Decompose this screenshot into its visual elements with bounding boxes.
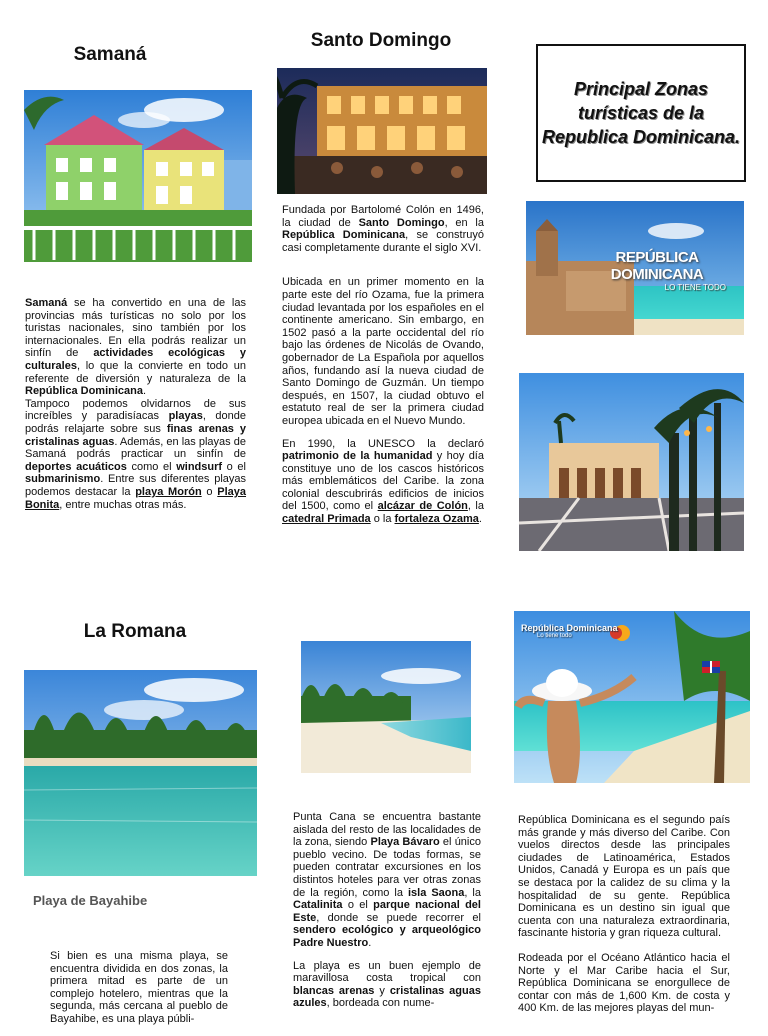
republica-dominicana-banner xyxy=(526,201,744,335)
bayahibe-caption: Playa de Bayahibe xyxy=(33,893,148,908)
samana-text xyxy=(25,297,246,521)
text-run: o xyxy=(201,485,218,498)
text-run: . Además, en las playas de Samaná podrás practicar un sinfín de xyxy=(25,435,246,461)
text-run: . Entre sus diferentes playas podemos destacar la xyxy=(25,473,246,498)
banner-title: REPÚBLICA DOMINICANA xyxy=(610,249,704,283)
link-text: playa Morón xyxy=(135,485,202,498)
samana-paragraph-1 xyxy=(25,297,246,398)
brochure-title-box xyxy=(536,44,746,182)
text-run: . xyxy=(478,513,482,526)
link-text: alcázar de Colón xyxy=(377,500,468,513)
text-run: o el xyxy=(222,460,246,473)
text-run: el único pueblo vecino. De todas formas, se pueden contratar excursiones en los distintos hoteles para ver otras zonas de la región, como la xyxy=(293,836,481,899)
promo-text xyxy=(518,814,730,1025)
bold-text: blancas arenas xyxy=(293,984,375,997)
bold-text: Catalinita xyxy=(293,899,343,912)
bold-text: windsurf xyxy=(176,460,223,473)
banner-tagline: LO TIENE TODO xyxy=(664,283,726,292)
text-run: Punta Cana se encuentra bastante aislada del resto de las localidades de la zona, siendo xyxy=(293,811,481,849)
text-run: La playa es un buen ejemplo de maravillosa costa tropical con xyxy=(293,959,481,985)
la-romana-heading: La Romana xyxy=(83,621,187,642)
text-run: En 1990, la UNESCO la declaró xyxy=(282,437,484,450)
bold-text: patrimonio de la humanidad xyxy=(282,450,433,463)
text-run: . xyxy=(142,385,147,398)
bold-text: playas xyxy=(168,410,203,423)
text-run: Rodeada por el Océano Atlántico hacia el Norte y el Mar Caribe hacia el Sur, República Dominicana se enorgullece de contar con más de 1,600 Km. de costa y 400 Km. de las mejores playas del mun- xyxy=(518,951,730,1015)
text-run: , donde se puede recorrer el xyxy=(316,911,481,924)
punta-cana-paragraph-2 xyxy=(293,960,481,1010)
bold-text: deportes acuáticos xyxy=(25,460,127,473)
la-romana-beach-photo xyxy=(24,670,257,876)
text-run: República Dominicana es el segundo país más grande y más diverso del Caribe. Con vuelos directos desde las principales ciudades de Latinoamérica, Estados Unidos, Canadá y Europa es un país que se destaca por la calidez de su clima y la hospitalidad de su gente. República Dominicana es un destino sin igual que cuenta con una naturaleza extraordinaria, fascinante historia y gran riqueza cultural. xyxy=(518,814,730,940)
text-run: , lo que la convierte en todo un referente de diversión y naturaleza de la xyxy=(25,359,246,385)
promo-beach-photo xyxy=(514,611,750,783)
promo-paragraph-1 xyxy=(518,814,730,940)
alcazar-dusk-photo xyxy=(519,373,744,551)
la-romana-text xyxy=(50,950,228,1036)
santo-domingo-paragraph-3 xyxy=(282,438,484,526)
samana-paragraph-2 xyxy=(25,398,246,511)
link-text: Playa Bonita xyxy=(25,485,247,511)
text-run: Tampoco podemos olvidarnos de sus increíbles y paradisíacas xyxy=(25,397,246,423)
punta-cana-text xyxy=(293,811,481,1020)
santo-domingo-paragraph-2 xyxy=(282,276,484,427)
text-run: , la xyxy=(464,886,481,899)
text-run: , en la xyxy=(444,216,484,229)
text-run: se ha convertido en una de las provincias más turísticas no solo por los turistas nacionales, sino también por los internacionales. En ella podrás realizar un sinfín de xyxy=(25,297,246,360)
text-run: , donde podrás relajarte sobre sus xyxy=(25,410,246,435)
punta-cana-beach-photo xyxy=(301,641,471,773)
text-run: y xyxy=(374,984,390,997)
promo-tagline: Lo tiene todo xyxy=(537,633,572,639)
text-run: Fundada por Bartolomé Colón en 1496, la ciudad de xyxy=(282,204,484,229)
text-run: y hoy día constituye uno de los cascos históricos más emblemáticos del Caribe. la zona colonial descubrirás edificios de inicios del 1500, como el xyxy=(282,450,484,513)
promo-paragraph-2 xyxy=(518,952,730,1015)
link-text: catedral Primada xyxy=(282,513,371,526)
santo-domingo-paragraph-1 xyxy=(282,204,484,254)
bold-text: República Dominicana xyxy=(282,229,406,242)
bold-text: isla Saona xyxy=(407,886,465,899)
text-run: , entre muchas otras más. xyxy=(59,498,187,511)
santo-domingo-night-photo xyxy=(277,68,487,194)
text-run: , bordeada con nume- xyxy=(326,997,435,1010)
bold-text: Samaná xyxy=(25,297,68,309)
bold-text: parque nacional del Este xyxy=(293,899,481,924)
text-run: , la xyxy=(467,500,484,513)
text-run: como el xyxy=(126,460,177,473)
bold-text: actividades ecológicas y culturales xyxy=(25,347,246,372)
bold-text: finas arenas y cristalinas aguas xyxy=(25,422,246,448)
la-romana-paragraph-1 xyxy=(50,950,228,1026)
text-run: o la xyxy=(370,513,395,526)
text-run: Ubicada en un primer momento en la parte este del río Ozama, fue la primera ciudad levantada por los españoles en el continente americano. Sin embargo, en 1502 pasó a la parte occidental del río bajo las órdenes de Nicolás de Ovando, gobernador de La Española por aquellos años, fundando así la nueva ciudad de Santo Domingo de Guzmán. Un tiempo después, en 1507, la ciudad obtuvo el estatuto real de ser la primera ciudad europea ubicada en el Nuevo Mundo. xyxy=(282,276,484,427)
bold-text: República Dominicana xyxy=(25,385,143,398)
bold-text: sendero ecológico y arqueológico Padre Nuestro xyxy=(293,924,481,949)
santo-domingo-text xyxy=(282,204,484,536)
brochure-title: Principal Zonas turísticas de la Republica Dominicana. xyxy=(541,79,741,147)
promo-brand: República Dominicana xyxy=(521,623,618,633)
bold-text: Santo Domingo xyxy=(358,216,445,229)
text-run: , se construyó casi completamente durante el siglo XVI. xyxy=(282,229,484,254)
link-text: fortaleza Ozama xyxy=(394,513,479,526)
bold-text: cristalinas aguas azules xyxy=(293,984,481,1010)
bold-text: submarinismo xyxy=(25,473,101,486)
punta-cana-paragraph-1 xyxy=(293,811,481,950)
samana-heading: Samaná xyxy=(73,44,147,65)
bold-text: Playa Bávaro xyxy=(370,836,440,849)
text-run: Si bien es una misma playa, se encuentra dividida en dos zonas, la primera mitad es parte de un complejo hotelero, mientras que la segunda, más cercana al pueblo de Bayahibe, es una playa públi- xyxy=(50,950,228,1025)
text-run: . xyxy=(368,936,372,949)
santo-domingo-heading: Santo Domingo xyxy=(310,30,452,51)
samana-houses-photo xyxy=(24,90,252,262)
text-run: o el xyxy=(342,899,374,912)
